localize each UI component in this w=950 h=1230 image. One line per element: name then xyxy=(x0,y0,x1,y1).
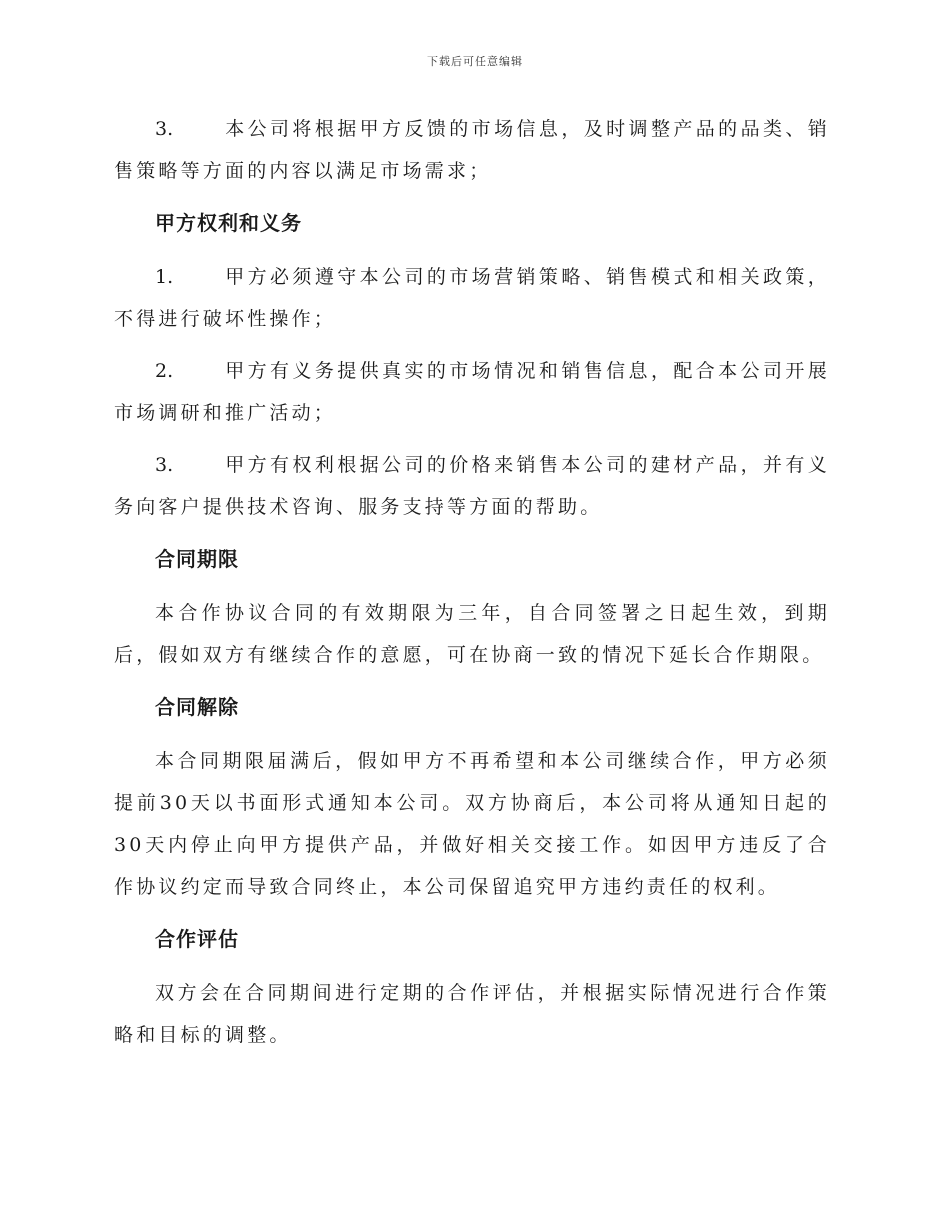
party-a-item-2 xyxy=(114,350,830,434)
item-text: 甲方有义务提供真实的市场情况和销售信息，配合本公司开展市场调研和推广活动； xyxy=(114,360,830,424)
term-paragraph: 本合作协议合同的有效期限为三年，自合同签署之日起生效，到期后，假如双方有继续合作的意愿，可在协商一致的情况下延长合作期限。 xyxy=(114,602,830,666)
item-text: 甲方有权利根据公司的价格来销售本公司的建材产品，并有义务向客户提供技术咨询、服务支持等方面的帮助。 xyxy=(114,454,830,518)
company-item-3 xyxy=(114,108,830,192)
section-heading-party-a: 甲方权利和义务 xyxy=(155,211,302,235)
section-heading-evaluation: 合作评估 xyxy=(155,927,239,951)
item-number: 1. xyxy=(155,266,174,288)
section-heading-term: 合同期限 xyxy=(155,547,239,571)
item-number: 3. xyxy=(155,454,174,476)
page-header: 下载后可任意编辑 xyxy=(427,55,523,68)
item-number: 3. xyxy=(155,118,174,140)
document-body xyxy=(114,108,830,1066)
evaluation-paragraph: 双方会在合同期间进行定期的合作评估，并根据实际情况进行合作策略和目标的调整。 xyxy=(114,982,830,1046)
item-number: 2. xyxy=(155,360,174,382)
item-text: 甲方必须遵守本公司的市场营销策略、销售模式和相关政策，不得进行破坏性操作； xyxy=(114,266,830,330)
termination-paragraph: 本合同期限届满后，假如甲方不再希望和本公司继续合作，甲方必须提前30天以书面形式通知本公司。双方协商后，本公司将从通知日起的30天内停止向甲方提供产品，并做好相关交接工作。如因甲方违反了合作协议约定而导致合同终止，本公司保留追究甲方违约责任的权利。 xyxy=(114,750,830,898)
party-a-item-3 xyxy=(114,444,830,528)
party-a-item-1 xyxy=(114,256,830,340)
section-heading-termination: 合同解除 xyxy=(155,695,239,719)
item-text: 本公司将根据甲方反馈的市场信息，及时调整产品的品类、销售策略等方面的内容以满足市场需求； xyxy=(114,118,830,182)
